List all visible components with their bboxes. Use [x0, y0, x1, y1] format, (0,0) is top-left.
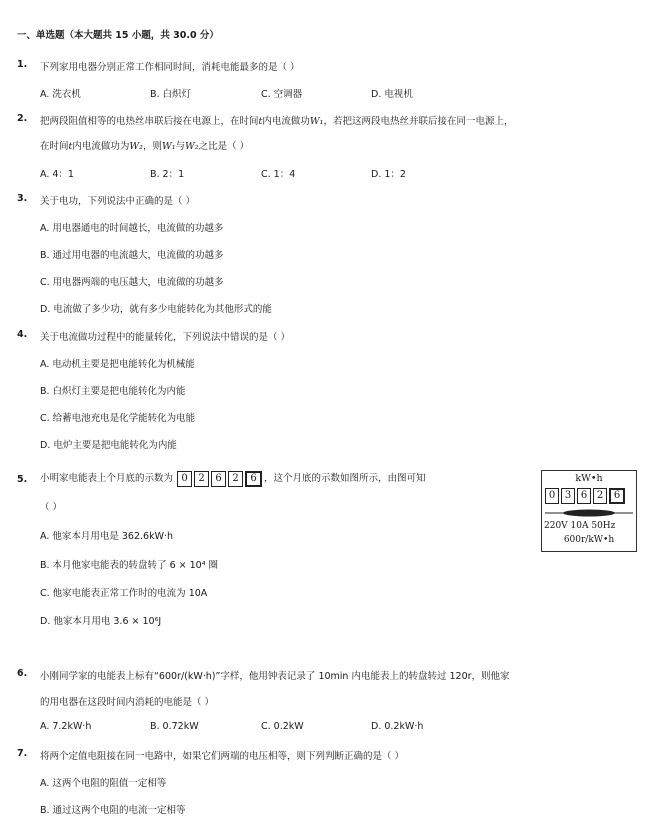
question-7-number: 7. — [17, 748, 28, 759]
question-4-option-b: B. 白炽灯主要是把电能转化为内能 — [40, 386, 186, 397]
section-title: 一、单选题（本大题共 15 小题，共 30.0 分） — [17, 30, 219, 41]
meter-unit-label: kW•h — [575, 473, 603, 484]
meter-reading-digits: 0 3 6 2 6 — [545, 488, 627, 504]
question-6-option-b: B. 0.72kW — [150, 721, 199, 732]
question-1-option-c: C. 空调器 — [261, 89, 303, 100]
question-2-option-c: C. 1：4 — [261, 169, 296, 180]
question-1-option-a: A. 洗衣机 — [40, 89, 81, 100]
meter-rate-label: 600r/kW•h — [563, 535, 615, 545]
question-2-line-1: 把两段阻值相等的电热丝串联后接在电源上，在时间t内电流做功W₁，若把这两段电热丝并联后接在同一电源上， — [40, 116, 514, 127]
question-3-text: 关于电功，下列说法中正确的是（ ） — [40, 196, 196, 207]
question-5-line-2: （ ） — [40, 502, 63, 513]
question-4-option-a: A. 电动机主要是把电能转化为机械能 — [40, 359, 195, 370]
question-3-option-c: C. 用电器两端的电压越大，电流做的功越多 — [40, 277, 224, 288]
question-5-option-b: B. 本月他家电能表的转盘转了 6 × 10⁴ 圈 — [40, 560, 219, 571]
question-7-text: 将两个定值电阻接在同一电路中，如果它们两端的电压相等，则下列判断正确的是（ ） — [40, 751, 405, 762]
meter-spec-label: 220V 10A 50Hz — [544, 521, 616, 531]
question-6-option-c: C. 0.2kW — [261, 721, 304, 732]
question-3-option-b: B. 通过用电器的电流越大，电流做的功越多 — [40, 250, 224, 261]
question-6-option-a: A. 7.2kW·h — [40, 721, 92, 732]
question-2-number: 2. — [17, 113, 28, 124]
question-1-number: 1. — [17, 59, 28, 70]
question-5-option-a: A. 他家本月用电是 362.6kW·h — [40, 531, 174, 542]
question-6-number: 6. — [17, 668, 28, 679]
question-5-line-1: 小明家电能表上个月底的示数为 0 2 6 2 6 ，这个月底的示数如图所示，由图可知 — [40, 470, 426, 487]
question-1-text: 下列家用电器分别正常工作相同时间，消耗电能最多的是（ ） — [40, 62, 300, 73]
question-4-option-d: D. 电炉主要是把电能转化为内能 — [40, 440, 177, 451]
question-2-line-2: 在时间t内电流做功为W₂，则W₁与W₂之比是（ ） — [40, 141, 250, 152]
question-1-option-b: B. 白炽灯 — [150, 89, 192, 100]
meter-rotating-disc-icon — [545, 506, 633, 520]
previous-reading-digits: 0 2 6 2 6 — [175, 471, 262, 487]
question-7-option-b: B. 通过这两个电阻的电流一定相等 — [40, 805, 186, 816]
question-5-number: 5. — [17, 474, 28, 485]
question-2-option-d: D. 1：2 — [371, 169, 406, 180]
question-6-option-d: D. 0.2kW·h — [371, 721, 424, 732]
question-2-option-b: B. 2：1 — [150, 169, 185, 180]
question-4-text: 关于电流做功过程中的能量转化，下列说法中错误的是（ ） — [40, 332, 291, 343]
question-3-option-d: D. 电流做了多少功，就有多少电能转化为其他形式的能 — [40, 304, 272, 315]
question-6-line-2: 的用电器在这段时间内消耗的电能是（ ） — [40, 697, 215, 708]
question-3-number: 3. — [17, 193, 28, 204]
question-4-number: 4. — [17, 329, 28, 340]
electricity-meter-figure — [541, 470, 637, 552]
question-5-option-d: D. 他家本月用电 3.6 × 10⁶J — [40, 616, 162, 627]
question-7-option-a: A. 这两个电阻的阻值一定相等 — [40, 778, 167, 789]
question-3-option-a: A. 用电器通电的时间越长，电流做的功越多 — [40, 223, 224, 234]
question-1-option-d: D. 电视机 — [371, 89, 413, 100]
question-4-option-c: C. 给蓄电池充电是化学能转化为电能 — [40, 413, 196, 424]
question-5-option-c: C. 他家电能表正常工作时的电流为 10A — [40, 588, 208, 599]
question-6-line-1: 小刚同学家的电能表上标有“600r/(kW·h)”字样，他用钟表记录了 10min 内电能表上的转盘转过 120r，则他家 — [40, 671, 510, 682]
question-2-option-a: A. 4：1 — [40, 169, 74, 180]
